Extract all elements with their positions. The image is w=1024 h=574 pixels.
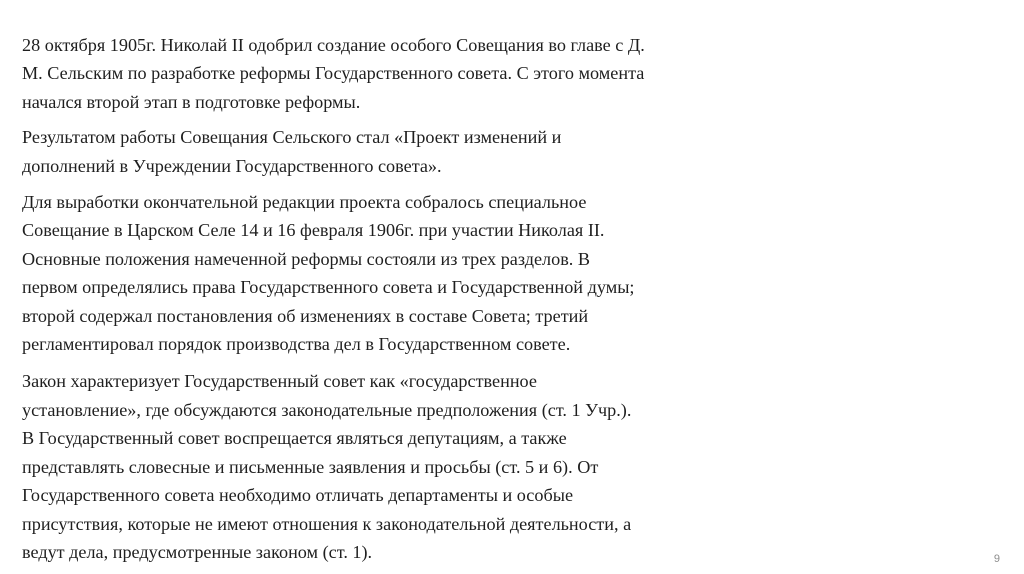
text-line: 28 октября 1905г. Николай II одобрил создание особого Совещания во главе с Д. bbox=[22, 35, 645, 55]
text-line: Государственного совета необходимо отличать департаменты и особые bbox=[22, 485, 574, 506]
paragraph-project-result bbox=[22, 123, 712, 180]
text-line: начался второй этап в подготовке реформы. bbox=[22, 91, 361, 112]
text-line: Для выработки окончательной редакции проекта собралось специальное bbox=[22, 192, 587, 213]
text-line: представлять словесные и письменные заявления и просьбы (ст. 5 и 6). От bbox=[22, 456, 599, 477]
text-line: присутствия, которые не имеют отношения к законодательной деятельности, а bbox=[22, 513, 632, 534]
text-line: регламентировал порядок производства дел в Государственном совете. bbox=[22, 334, 571, 355]
text-line: дополнений в Учреждении Государственного совета». bbox=[22, 155, 442, 176]
text-line: установление», где обсуждаются законодательные предположения (ст. 1 Учр.). bbox=[22, 399, 632, 420]
paragraph-council-reform-start bbox=[22, 31, 712, 116]
text-line: Основные положения намеченной реформы состояли из трех разделов. В bbox=[22, 248, 591, 269]
paragraph-tsarskoye-selo-meeting bbox=[22, 188, 712, 358]
text-line: Результатом работы Совещания Сельского стал «Проект изменений и bbox=[22, 127, 562, 148]
text-line: Совещание в Царском Селе 14 и 16 февраля 1906г. при участии Николая II. bbox=[22, 220, 605, 241]
text-line: Закон характеризует Государственный совет как «государственное bbox=[22, 371, 537, 392]
text-line: ведут дела, предусмотренные законом (ст. 1). bbox=[22, 541, 373, 562]
slide-body bbox=[22, 31, 712, 573]
text-line: В Государственный совет воспрещается являться депутациям, а также bbox=[22, 428, 567, 449]
text-line: второй содержал постановления об изменениях в составе Совета; третий bbox=[22, 305, 589, 326]
page-number: 9 bbox=[993, 553, 1000, 565]
paragraph-law-definition bbox=[22, 367, 712, 566]
text-line: М. Сельским по разработке реформы Государственного совета. С этого момента bbox=[22, 63, 645, 84]
text-line: первом определялись права Государственного совета и Государственной думы; bbox=[22, 277, 635, 298]
